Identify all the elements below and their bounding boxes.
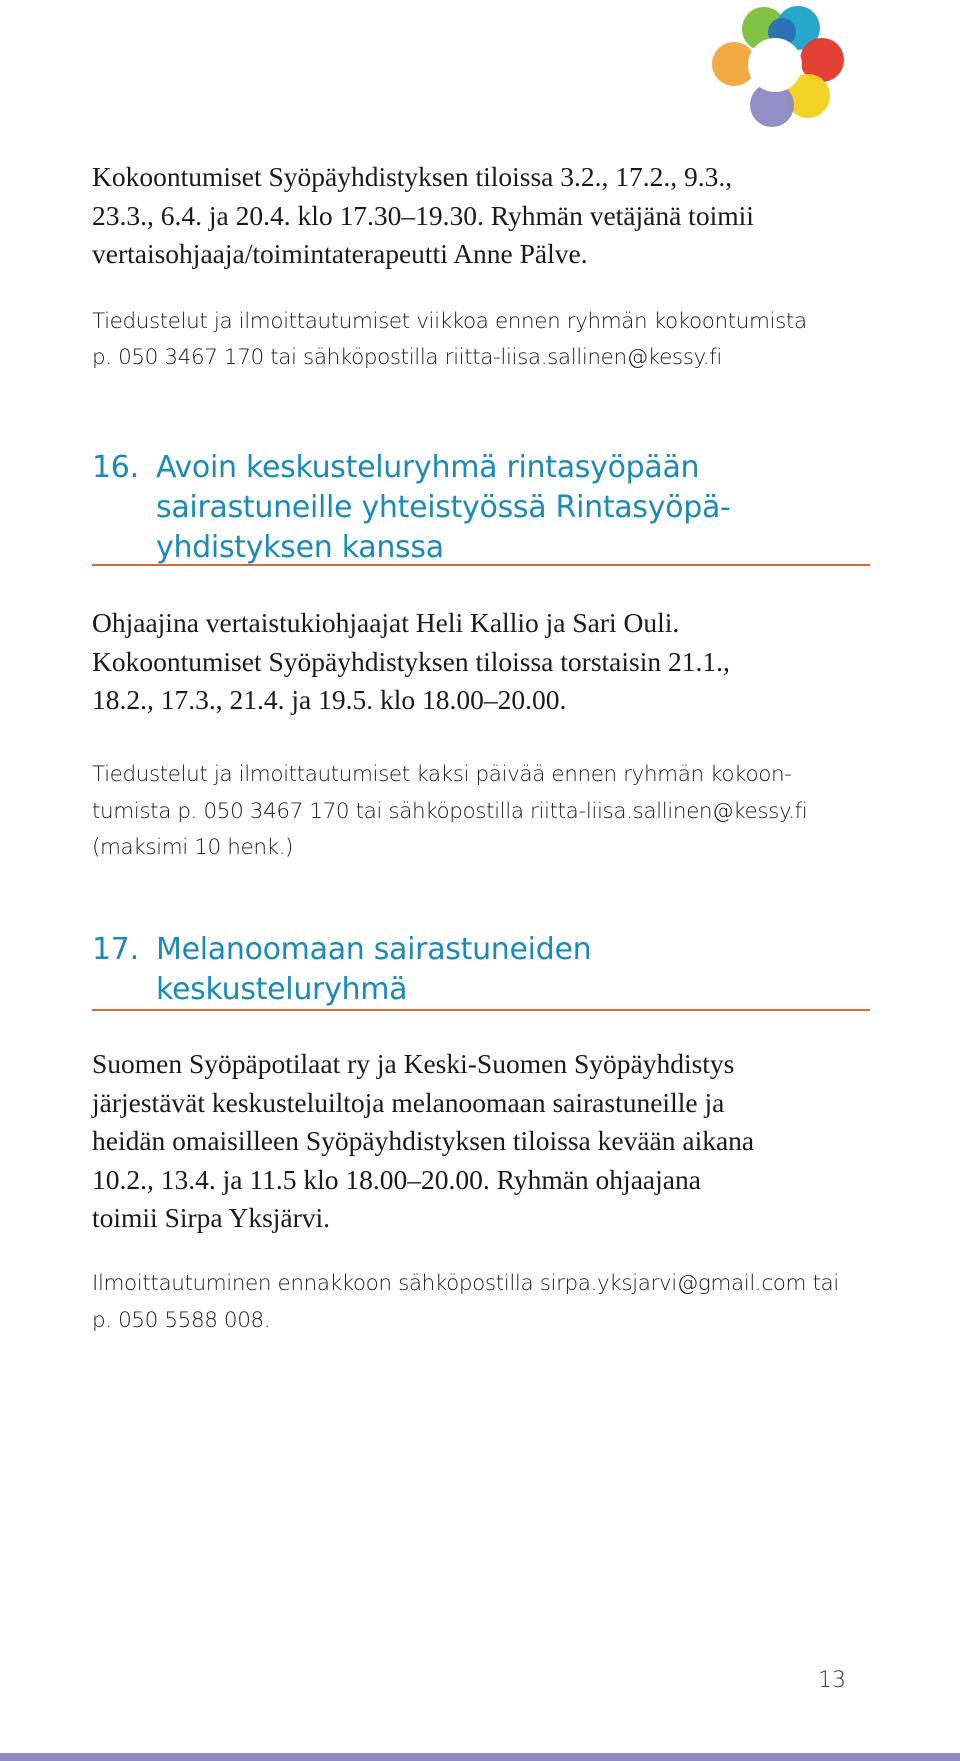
section-17-body (92, 1045, 872, 1238)
title-line: Avoin keskusteluryhmä rintasyöpään (156, 450, 700, 485)
intro-serif-paragraph (92, 158, 872, 274)
bottom-color-bar (0, 1753, 960, 1761)
text-line: heidän omaisilleen Syöpäyhdistyksen tiloissa kevään aikana (92, 1125, 755, 1156)
title-line: yhdistyksen kanssa (156, 530, 444, 565)
text-line: 10.2., 13.4. ja 11.5 klo 18.00–20.00. Ryhmän ohjaajana (92, 1163, 701, 1195)
text-line: Kokoontumiset Syöpäyhdistyksen tiloissa 3.2., 17.2., 9.3., (92, 161, 733, 192)
section-number: 16. (92, 450, 139, 485)
intro-contact-paragraph (92, 304, 872, 377)
section-16-body (92, 604, 872, 720)
title-line: keskusteluryhmä (156, 972, 408, 1007)
text-line: Tiedustelut ja ilmoittautumiset viikkoa ennen ryhmän kokoontumista (92, 308, 807, 334)
text-line: Ilmoittautuminen ennakkoon sähköpostilla sirpa.yksjarvi@gmail.com tai (92, 1271, 839, 1296)
section-divider (92, 564, 870, 566)
section-16-heading (92, 448, 872, 568)
association-logo-icon (700, 2, 850, 128)
text-line: tumista p. 050 3467 170 tai sähköpostilla riitta-liisa.sallinen@kessy.fi (92, 798, 808, 824)
title-line: sairastuneille yhteistyössä Rintasyöpä- (156, 490, 731, 525)
text-line: 23.3., 6.4. ja 20.4. klo 17.30–19.30. Ryhmän vetäjänä toimii (92, 199, 754, 231)
text-line: p. 050 5588 008. (92, 1307, 271, 1333)
text-line: p. 050 3467 170 tai sähköpostilla riitta-liisa.sallinen@kessy.fi (92, 345, 722, 370)
text-line: Kokoontumiset Syöpäyhdistyksen tiloissa torstaisin 21.1., (92, 645, 730, 677)
section-number: 17. (92, 932, 139, 967)
text-line: (maksimi 10 henk.) (92, 835, 294, 860)
section-title (156, 930, 872, 1010)
text-line: Tiedustelut ja ilmoittautumiset kaksi päivää ennen ryhmän kokoon- (92, 762, 792, 787)
text-line: järjestävät keskusteluiltoja melanoomaan sairastuneille ja (92, 1086, 725, 1118)
page-number: 13 (818, 1668, 846, 1693)
text-line: Ohjaajina vertaistukiohjaajat Heli Kallio ja Sari Ouli. (92, 607, 680, 638)
section-17-heading (92, 930, 872, 1010)
page-content (92, 158, 872, 1333)
text-line: 18.2., 17.3., 21.4. ja 19.5. klo 18.00–20.00. (92, 684, 567, 715)
section-title (156, 448, 872, 568)
text-line: Suomen Syöpäpotilaat ry ja Keski-Suomen Syöpäyhdistys (92, 1048, 735, 1079)
section-16-contact (92, 757, 872, 867)
title-line: Melanoomaan sairastuneiden (156, 932, 592, 967)
text-line: toimii Sirpa Yksjärvi. (92, 1202, 331, 1233)
section-divider (92, 1009, 870, 1011)
text-line: vertaisohjaaja/toimintaterapeutti Anne Pälve. (92, 238, 588, 269)
section-17-contact (92, 1266, 872, 1339)
